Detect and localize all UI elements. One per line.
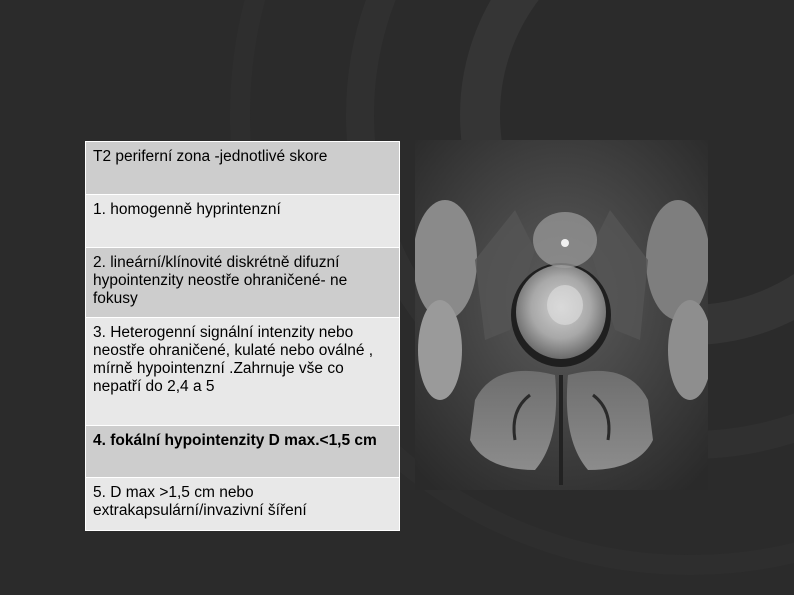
table-cell-score-5: 5. D max >1,5 cm nebo extrakapsulární/invazivní šíření: [86, 478, 400, 531]
t2-score-table: [85, 141, 400, 531]
table-cell-score-4: 4. fokální hypointenzity D max.<1,5 cm: [86, 426, 400, 478]
table-row: [86, 426, 400, 478]
table-cell-score-2: 2. lineární/klínovité diskrétně difuzní hypointenzity neostře ohraničené- ne fokusy: [86, 248, 400, 318]
table-cell-score-3: 3. Heterogenní signální intenzity nebo neostře ohraničené, kulaté nebo oválné , mírně hypointenzní .Zahrnuje vše co nepatří do 2,4 a 5: [86, 318, 400, 426]
table-row: [86, 318, 400, 426]
mri-image: [415, 140, 708, 490]
table-cell-score-1: 1. homogenně hyprintenzní: [86, 195, 400, 248]
table-row: [86, 478, 400, 531]
table-header-cell: T2 periferní zona -jednotlivé skore: [86, 142, 400, 195]
table-header-row: [86, 142, 400, 195]
mri-illustration: [415, 140, 708, 490]
table-row: [86, 248, 400, 318]
table-row: [86, 195, 400, 248]
